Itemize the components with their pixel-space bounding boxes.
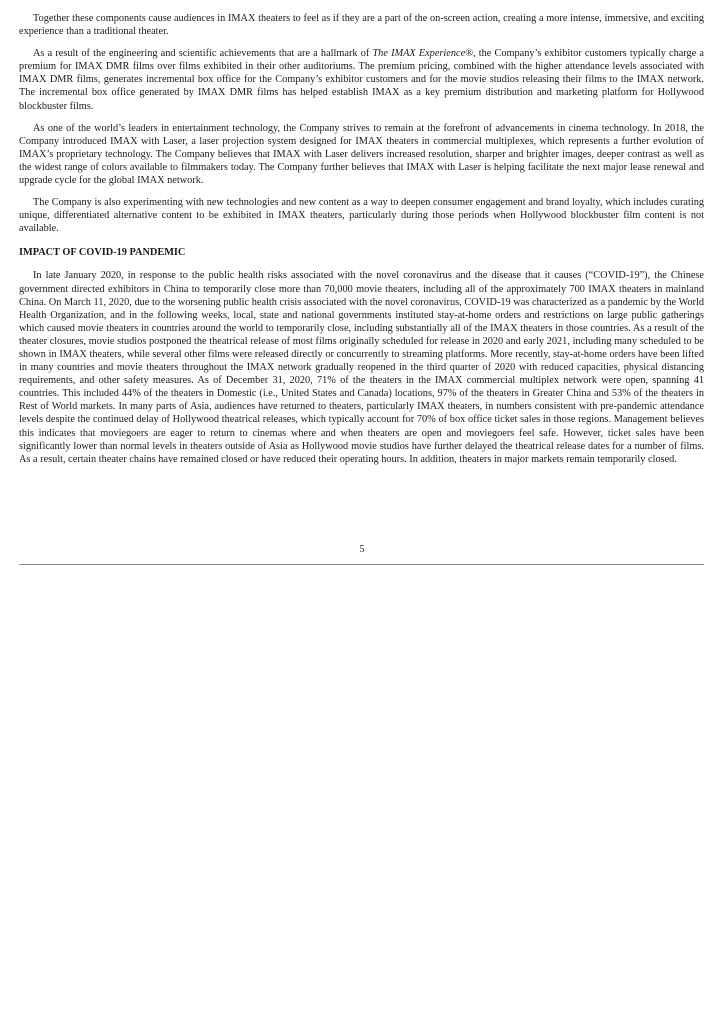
paragraph-imax-with-laser: As one of the world’s leaders in entertainment technology, the Company strives to remain at the forefront of advancements in cinema technology. In 2018, the Company introduced IMAX with Laser, a laser projection system designed for IMAX theaters in commercial multiplexes, which represents a further evolution of IMAX’s proprietary technology. The Company believes that IMAX with Laser delivers increased resolution, sharper and brighter images, deeper contrast as well as the widest range of colors available to filmmakers today. The Company further believes that IMAX with Laser is helping facilitate the next major lease renewal and upgrade cycle for the global IMAX network. xyxy=(19,122,704,187)
page-divider xyxy=(19,564,704,565)
paragraph-premium-pricing-lead: As a result of the engineering and scientific achievements that are a hallmark of xyxy=(33,48,373,60)
page-number: 5 xyxy=(359,544,365,555)
document-page xyxy=(19,12,704,475)
paragraph-premium-pricing-body: , the Company’s exhibitor customers typically charge a premium for IMAX DMR films over films exhibited in their other auditoriums. The premium pricing, combined with the higher attendance levels associated with IMAX DMR films, generates incremental box office for the Company’s exhibitor customers and for the movie studios releasing their films to the IMAX network. The incremental box office generated by IMAX DMR films has helped establish IMAX as a key premium distribution and marketing platform for Hollywood blockbuster films. xyxy=(19,48,705,112)
imax-experience-trademark: The IMAX Experience® xyxy=(372,48,473,60)
section-heading-covid: IMPACT OF COVID-19 PANDEMIC xyxy=(19,247,186,259)
paragraph-immersive-experience: Together these components cause audiences in IMAX theaters to feel as if they are a part of the on-screen action, creating a more intense, immersive, and exciting experience than a traditional theater. xyxy=(19,13,704,38)
paragraph-covid-impact: In late January 2020, in response to the public health risks associated with the novel coronavirus and the disease that it causes (“COVID-19”), the Chinese government directed exhibitors in China to temporarily close more than 70,000 movie theaters, including all of the approximately 700 IMAX theaters in mainland China. On March 11, 2020, due to the worsening public health crisis associated with the novel coronavirus, COVID-19 was characterized as a pandemic by the World Health Organization, and in the following weeks, local, state and national governments instituted stay-at-home orders and restrictions on large public gatherings which caused movie theaters in countries around the world to temporarily close, including substantially all of the IMAX theaters in those countries. As a result of the theater closures, movie studios postponed the theatrical release of most films originally scheduled for release in 2020 and early 2021, including many scheduled to be shown in IMAX theaters, while several other films were released directly or concurrently to streaming platforms. More recently, stay-at-home orders have been lifted in many countries and movie theaters throughout the IMAX network gradually reopened in the third quarter of 2020 with reduced capacities, physical distancing requirements, and other safety measures. As of December 31, 2020, 71% of the theaters in the IMAX commercial multiplex network were open, spanning 41 countries. This included 44% of the theaters in Domestic (i.e., United States and Canada) locations, 97% of the theaters in Greater China and 53% of the theaters in Rest of World markets. In many parts of Asia, audiences have returned to theaters, particularly IMAX theaters, in numbers consistent with pre-pandemic attendance levels despite the continued delay of Hollywood theatrical releases, which typically account for 70% of box office ticket sales in those regions. Management believes this indicates that moviegoers are eager to return to cinemas where and when theaters are open and moviegoers feel safe. However, ticket sales have been significantly lower than normal levels in theaters outside of Asia as Hollywood movie studios have further delayed the theatrical release dates for a number of films. As a result, certain theater chains have remained closed or have reduced their operating hours. In addition, theaters in major markets remain temporarily closed. xyxy=(19,270,704,465)
paragraph-new-content: The Company is also experimenting with new technologies and new content as a way to deepen consumer engagement and brand loyalty, which includes curating unique, differentiated alternative content to be exhibited in IMAX theaters, particularly during those periods when Hollywood blockbuster film content is not available. xyxy=(19,197,704,235)
paragraph-premium-pricing xyxy=(19,47,704,112)
